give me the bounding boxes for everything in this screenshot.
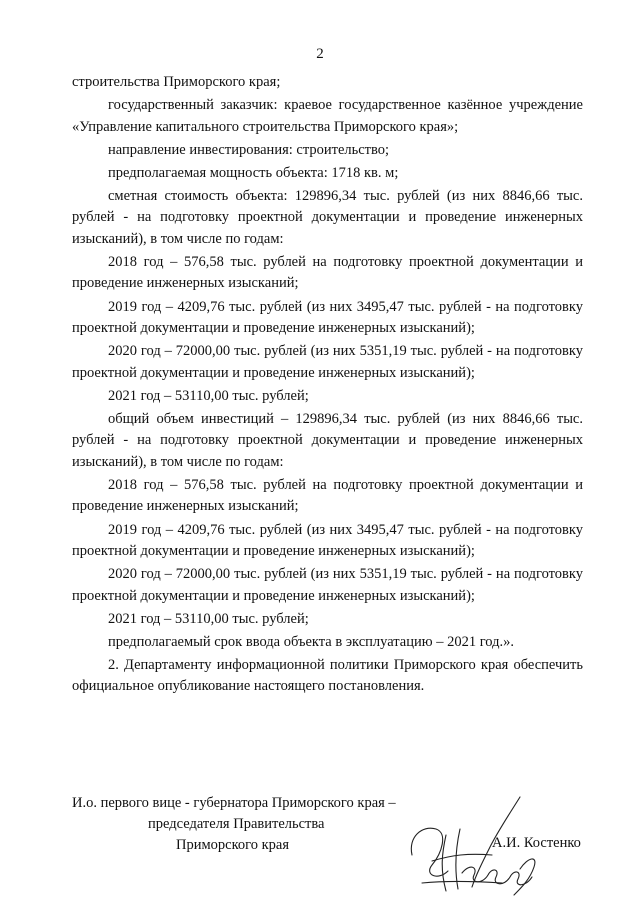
page-number: 2	[316, 46, 324, 62]
paragraph: общий объем инвестиций – 129896,34 тыс. рублей (из них 8846,66 тыс. рублей - на подготовку проектной документации и проведение инженерных изысканий), в том числе по годам:	[72, 410, 583, 470]
paragraph: 2021 год – 53110,00 тыс. рублей;	[108, 610, 309, 627]
signatory-title-line-3: Приморского края	[176, 837, 290, 853]
paragraph: 2021 год – 53110,00 тыс. рублей;	[108, 387, 309, 404]
paragraph: предполагаемая мощность объекта: 1718 кв. м;	[108, 164, 399, 181]
paragraph: строительства Приморского края;	[72, 74, 281, 90]
paragraph: 2018 год – 576,58 тыс. рублей на подготовку проектной документации и проведение инженерных изысканий;	[72, 253, 583, 292]
paragraph: сметная стоимость объекта: 129896,34 тыс. рублей (из них 8846,66 тыс. рублей - на подготовку проектной документации и проведение инженерных изысканий), в том числе по годам:	[72, 187, 583, 247]
paragraph: 2020 год – 72000,00 тыс. рублей (из них 5351,19 тыс. рублей - на подготовку проектной документации и проведение инженерных изысканий);	[72, 566, 583, 604]
paragraph: предполагаемый срок ввода объекта в эксплуатацию – 2021 год.».	[108, 633, 514, 650]
paragraph: направление инвестирования: строительство;	[108, 141, 390, 158]
signatory-name: А.И. Костенко	[492, 835, 581, 851]
paragraph: 2020 год – 72000,00 тыс. рублей (из них 5351,19 тыс. рублей - на подготовку проектной документации и проведение инженерных изысканий);	[72, 343, 583, 381]
paragraph: 2. Департаменту информационной политики Приморского края обеспечить официальное опубликование настоящего постановления.	[72, 656, 583, 695]
paragraph: 2019 год – 4209,76 тыс. рублей (из них 3495,47 тыс. рублей - на подготовку проектной документации и проведение инженерных изысканий);	[72, 521, 583, 560]
paragraph: 2019 год – 4209,76 тыс. рублей (из них 3495,47 тыс. рублей - на подготовку проектной документации и проведение инженерных изысканий);	[72, 298, 583, 337]
document-body	[72, 72, 583, 700]
paragraph: государственный заказчик: краевое государственное казённое учреждение «Управление капитального строительства Приморского края»;	[72, 97, 583, 135]
signatory-title-line-1: И.о. первого вице - губернатора Приморского края –	[72, 795, 396, 811]
paragraph: 2018 год – 576,58 тыс. рублей на подготовку проектной документации и проведение инженерных изысканий;	[72, 476, 583, 515]
signatory-title-line-2: председателя Правительства	[148, 816, 325, 832]
